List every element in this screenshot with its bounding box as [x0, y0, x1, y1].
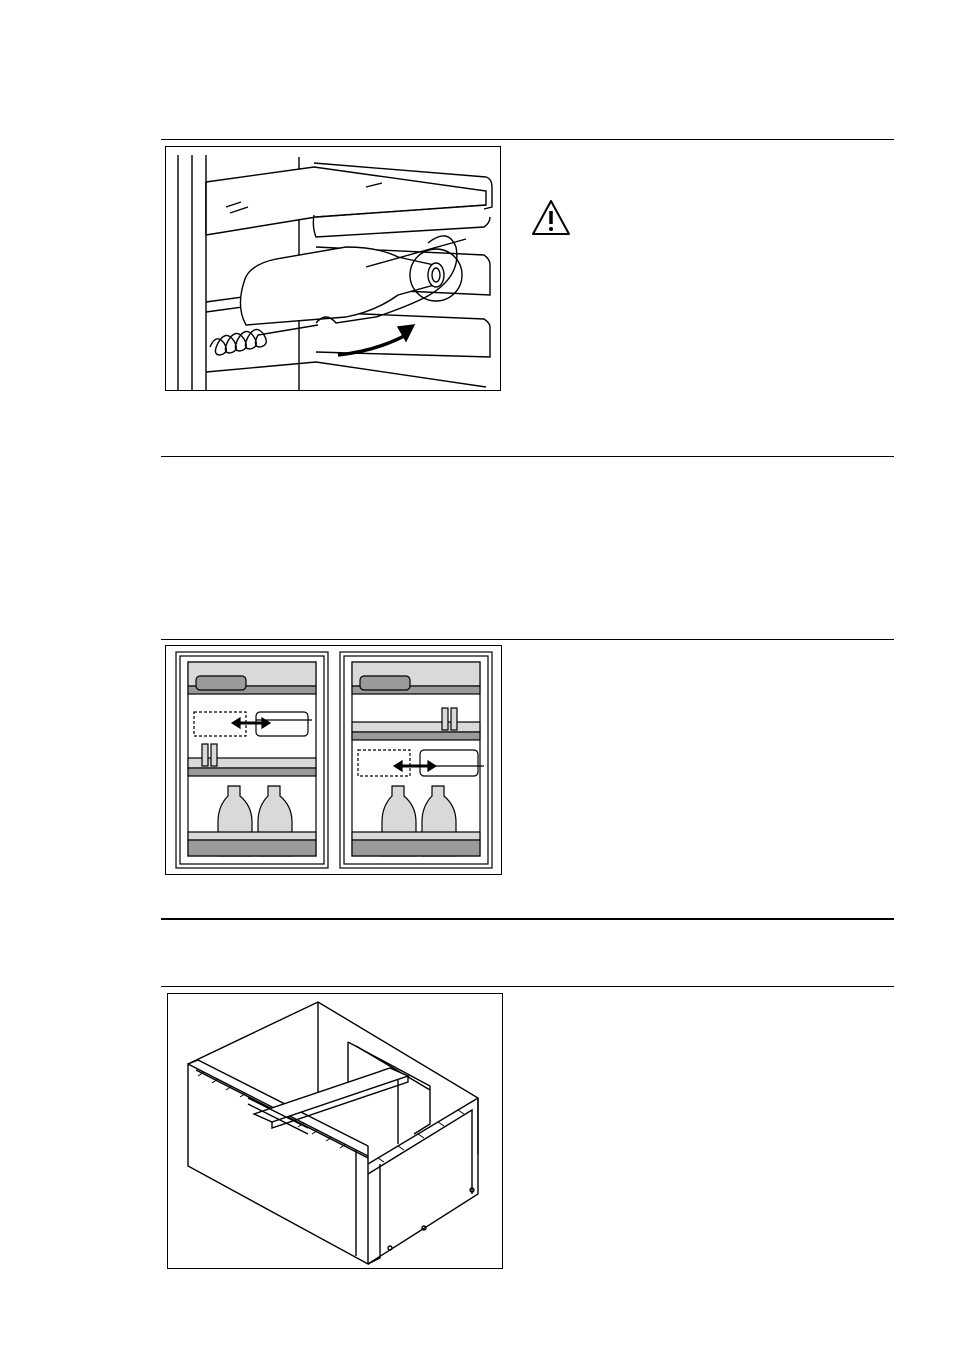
bottle-rack-illustration: [165, 146, 501, 391]
section-divider-3: [161, 639, 894, 640]
section-divider-4: [161, 918, 894, 920]
cabinet-left: [176, 652, 328, 868]
section-divider-1: [161, 139, 894, 140]
drawer-with-divider-illustration: [167, 993, 503, 1269]
section-divider-2: [161, 456, 894, 457]
shelf-positions-illustration: [165, 645, 502, 875]
section-divider-5: [161, 986, 894, 987]
cabinet-right: [340, 652, 492, 868]
warning-triangle-icon: [530, 198, 572, 238]
